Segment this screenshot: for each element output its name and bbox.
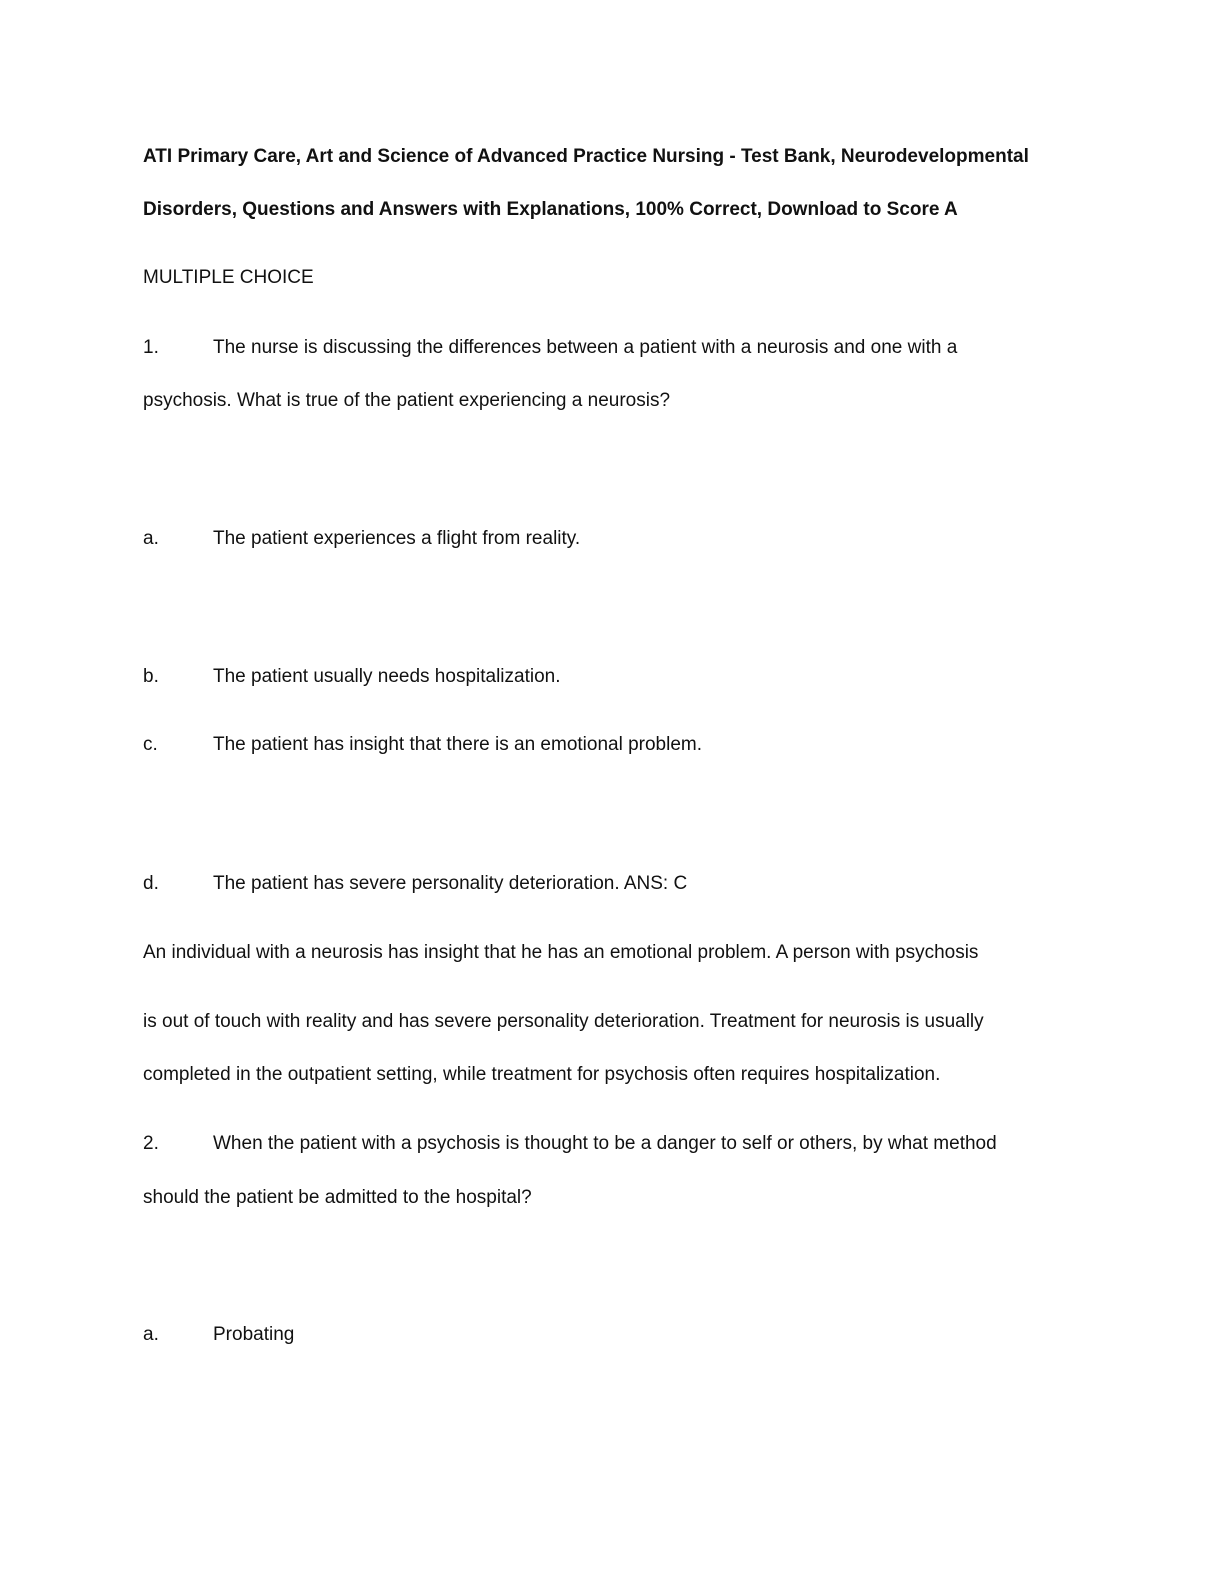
- question-stem-line-1: The nurse is discussing the differences between a patient with a neurosis and one with a: [213, 337, 958, 358]
- question-stem-line-2: should the patient be admitted to the hospital?: [143, 1187, 532, 1208]
- option-text: The patient has severe personality deterioration. ANS: C: [213, 873, 688, 894]
- option-letter: d.: [143, 873, 159, 894]
- option-letter: a.: [143, 1324, 159, 1345]
- option-letter: a.: [143, 528, 159, 549]
- option-letter: c.: [143, 734, 158, 755]
- explanation-line-3: completed in the outpatient setting, while treatment for psychosis often requires hospitalization.: [143, 1064, 941, 1085]
- option-text: The patient usually needs hospitalization.: [213, 666, 561, 687]
- question-number: 1.: [143, 337, 159, 358]
- section-heading: MULTIPLE CHOICE: [143, 267, 314, 288]
- question-number: 2.: [143, 1133, 159, 1154]
- option-text: Probating: [213, 1324, 295, 1345]
- document-title-line-1: ATI Primary Care, Art and Science of Advanced Practice Nursing - Test Bank, Neurodevelopmental: [143, 146, 1029, 167]
- explanation-line-1: An individual with a neurosis has insight that he has an emotional problem. A person with psychosis: [143, 942, 979, 963]
- option-text: The patient has insight that there is an emotional problem.: [213, 734, 703, 755]
- explanation-line-2: is out of touch with reality and has severe personality deterioration. Treatment for neurosis is usually: [143, 1011, 984, 1032]
- option-letter: b.: [143, 666, 159, 687]
- document-title-line-2: Disorders, Questions and Answers with Explanations, 100% Correct, Download to Score A: [143, 199, 958, 220]
- question-stem-line-2: psychosis. What is true of the patient experiencing a neurosis?: [143, 390, 671, 411]
- question-stem-line-1: When the patient with a psychosis is thought to be a danger to self or others, by what method: [213, 1133, 997, 1154]
- option-text: The patient experiences a flight from reality.: [213, 528, 581, 549]
